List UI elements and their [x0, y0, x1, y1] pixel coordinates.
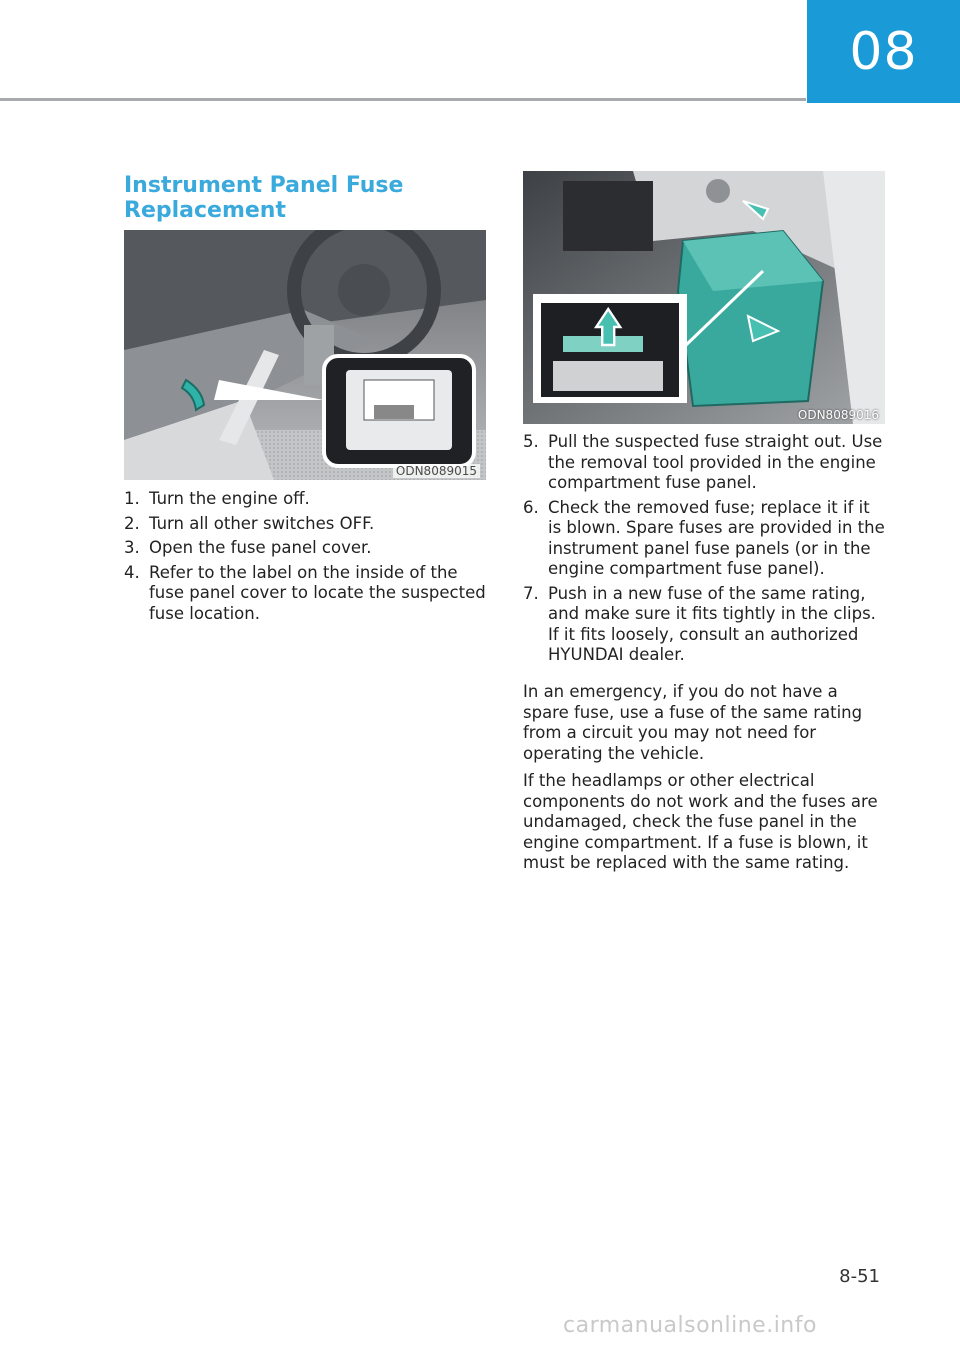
- page-number: 8-51: [839, 1266, 880, 1287]
- list-item: 3. Open the fuse panel cover.: [124, 538, 372, 557]
- figure-code: ODN8089015: [393, 464, 480, 478]
- engine-bay-drawing: [523, 171, 885, 424]
- list-item: 7. Push in a new fuse of the same rating, and make sure it fits tightly in the clips. If it fits loosely, consult an authorized HYUNDAI dealer.: [523, 583, 876, 664]
- dashboard-drawing: [124, 230, 486, 480]
- list-item: 1. Turn the engine off.: [124, 489, 310, 508]
- header-rule: [0, 98, 806, 101]
- steps-list-left: [124, 489, 486, 628]
- chapter-tab: [807, 0, 960, 103]
- fuse-cover-illustration: [124, 230, 486, 480]
- list-item: 4. Refer to the label on the inside of the fuse panel cover to locate the suspected fuse location.: [124, 562, 486, 623]
- list-item: 2. Turn all other switches OFF.: [124, 513, 375, 533]
- engine-fuse-box-illustration: [523, 171, 885, 424]
- emergency-paragraph: In an emergency, if you do not have a spare fuse, use a fuse of the same rating from a circuit you may not need for operating the vehicle.: [523, 682, 863, 763]
- section-title-line1: Instrument Panel Fuse: [124, 173, 404, 198]
- figure-code: ODN8089016: [797, 408, 879, 422]
- chapter-number: 08: [849, 21, 918, 82]
- section-title-line2: Replacement: [124, 198, 286, 223]
- section-title: [124, 173, 484, 223]
- watermark: carmanualsonline.info: [563, 1313, 817, 1338]
- list-item: 6. Check the removed fuse; replace it if it is blown. Spare fuses are provided in the instrument panel fuse panels (or in the engine compartment fuse panel).: [523, 497, 885, 578]
- steps-list-right: [523, 432, 888, 670]
- headlamp-paragraph: If the headlamps or other electrical components do not work and the fuses are undamaged, check the fuse panel in the engine compartment. If a fuse is blown, it must be replaced with the same rating.: [523, 771, 878, 872]
- list-item: 5. Pull the suspected fuse straight out. Use the removal tool provided in the engine compartment fuse panel.: [523, 432, 883, 492]
